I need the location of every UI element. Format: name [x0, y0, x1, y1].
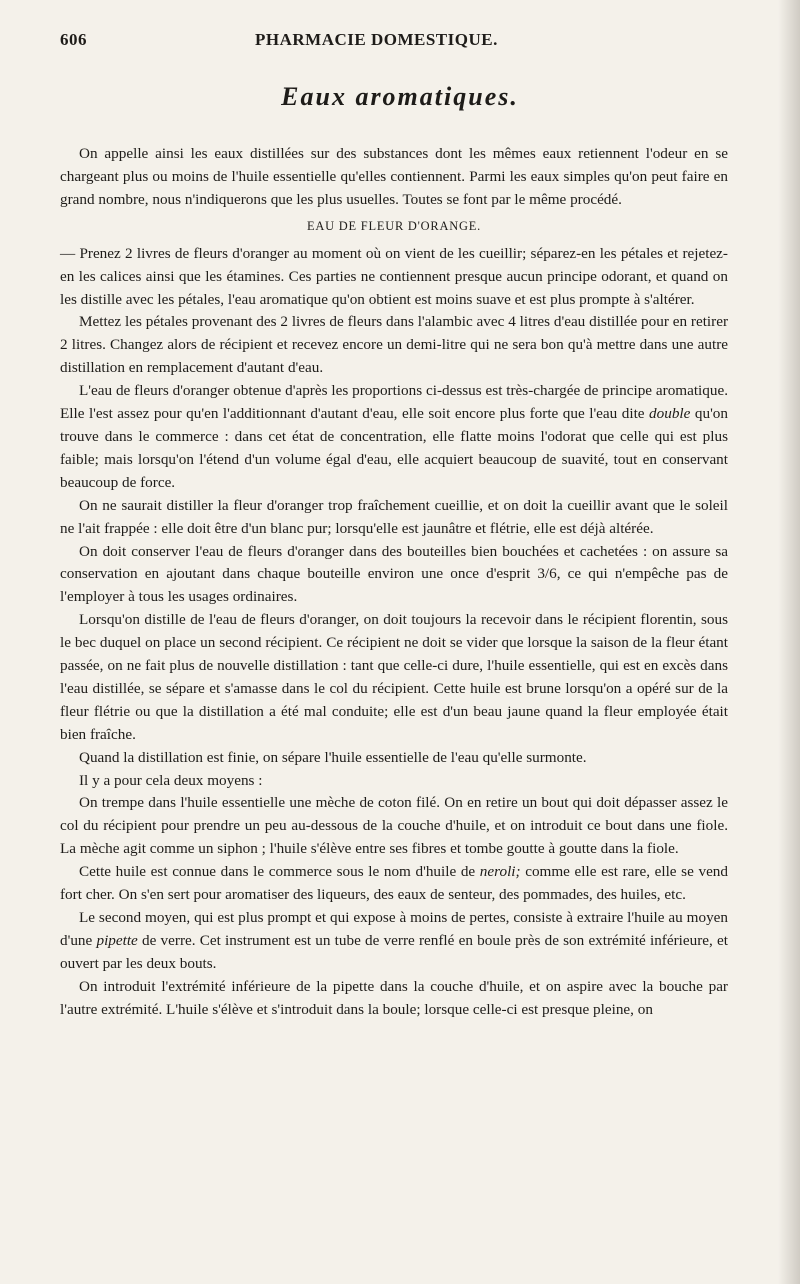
paragraph-deux-moyens: Il y a pour cela deux moyens :	[79, 771, 263, 789]
paragraph-alambic: Mettez les pétales provenant des 2 livres de fleurs dans l'alambic avec 4 litres d'eau distillée pour en retirer 2 litres. Changez alors de récipient et recevez encore un demi-litre qui ne sera bon qu'à mettre dans une autre distillation en remplacement d'autant d'eau.	[60, 313, 728, 377]
paragraph-meche: On trempe dans l'huile essentielle une mèche de coton filé. On en retire un bout qui doit dépasser assez le col du récipient pour prendre un peu au-dessous de la couche d'huile, et on introduit ce bout dans une fiole. La mèche agit comme un siphon ; l'huile s'élève entre ses fibres et tombe goutte à goutte dans la fiole.	[60, 794, 728, 858]
running-head	[60, 30, 760, 54]
paragraph-cueillir: On ne saurait distiller la fleur d'oranger trop fraîchement cueillie, et on doit la cueillir avant que le soleil ne l'ait frappée : elle doit être d'un blanc pur; lorsqu'elle est jaunâtre et flétrie, elle est déjà altérée.	[60, 496, 728, 537]
paragraph-neroli-text-b: comme elle est rare, elle se vend fort cher. On s'en sert pour aromatiser des liqueurs, des eaux de senteur, des pommades, des huiles, etc.	[60, 863, 728, 904]
paragraph-pipette-text-b: de verre. Cet instrument est un tube de verre renflé en boule près de son extrémité inférieure, et ouvert par les deux bouts.	[60, 931, 728, 972]
paragraph-double-text-a: L'eau de fleurs d'oranger obtenue d'après les proportions ci-dessus est très-chargée de principe aromatique. Elle l'est assez pour qu'en l'additionnant d'autant d'eau, elle soit encore plus forte que l'eau dite	[60, 382, 728, 423]
paragraph-conserver: On doit conserver l'eau de fleurs d'oranger dans des bouteilles bien bouchées et cachetées : on assure sa conservation en ajoutant dans chaque bouteille environ une once d'esprit 3/6, ce qui n'empêche pas de l'employer à tous les usages ordinaires.	[60, 542, 728, 606]
running-head-title: PHARMACIE DOMESTIQUE.	[255, 30, 498, 49]
paragraph-florentin: Lorsqu'on distille de l'eau de fleurs d'oranger, on doit toujours la recevoir dans le récipient florentin, sous le bec duquel on place un second récipient. Ce récipient ne doit se vider que lorsque la saison de la fleur étant passée, on ne fait plus de nouvelle distillation : tant que celle-ci dure, l'huile essentielle, qui est en excès dans l'eau distillée, se sépare et s'amasse dans le col du récipient. Cette huile est brune lorsqu'on a opéré sur de la fleur flétrie ou que la distillation a été mal conduite; elle est d'un beau jaune quand la fleur employée était bien fraîche.	[60, 611, 728, 743]
body-text	[60, 143, 728, 1022]
paragraph-aspire: On introduit l'extrémité inférieure de la pipette dans la couche d'huile, et on aspire avec la bouche par l'autre extrémité. L'huile s'élève et s'introduit dans la boule; lorsque celle-ci est presque pleine, on	[60, 977, 728, 1018]
paragraph-neroli-text-a: Cette huile est connue dans le commerce sous le nom d'huile de	[79, 863, 480, 881]
intro-paragraph: On appelle ainsi les eaux distillées sur des substances dont les mêmes eaux retiennent l'odeur en se chargeant plus ou moins de l'huile essentielle qu'elles contiennent. Parmi les eaux simples qu'on peut faire en grand nombre, nous n'indiquerons que les plus usuelles. Toutes se font par le même procédé.	[60, 145, 728, 208]
paragraph-double	[60, 380, 728, 495]
paragraph-neroli	[60, 861, 728, 907]
italic-term-double: double	[649, 405, 691, 423]
page-edge-shadow	[778, 0, 800, 1284]
section-title: Eaux aromatiques.	[281, 82, 519, 111]
subheading: EAU DE FLEUR D'ORANGE.	[306, 218, 482, 233]
paragraph-petales: — Prenez 2 livres de fleurs d'oranger au moment où on vient de les cueillir; séparez-en les pétales et rejetez-en les calices ainsi que les étamines. Ces parties ne contiennent presque aucun principe odorant, et quand on les distille avec les pétales, l'eau aromatique qu'on obtient est moins suave et est plus prompte à s'altérer.	[60, 244, 728, 308]
page-number: 606	[60, 30, 87, 49]
paragraph-double-text-b: qu'on trouve dans le commerce : dans cet état de concentration, elle flatte moins l'odorat que celle qui est plus faible; mais lorsqu'on l'étend d'un volume égal d'eau, elle acquiert beaucoup de suavité, tout en conservant beaucoup de force.	[60, 405, 728, 491]
italic-term-pipette: pipette	[96, 931, 138, 949]
italic-term-neroli: neroli;	[479, 863, 521, 881]
paragraph-pipette	[60, 907, 728, 976]
paragraph-pipette-text-a: Le second moyen, qui est plus prompt et qui expose à moins de pertes, consiste à extraire l'huile au moyen d'une	[60, 909, 728, 949]
paragraph-separe: Quand la distillation est finie, on sépare l'huile essentielle de l'eau qu'elle surmonte.	[79, 748, 587, 766]
